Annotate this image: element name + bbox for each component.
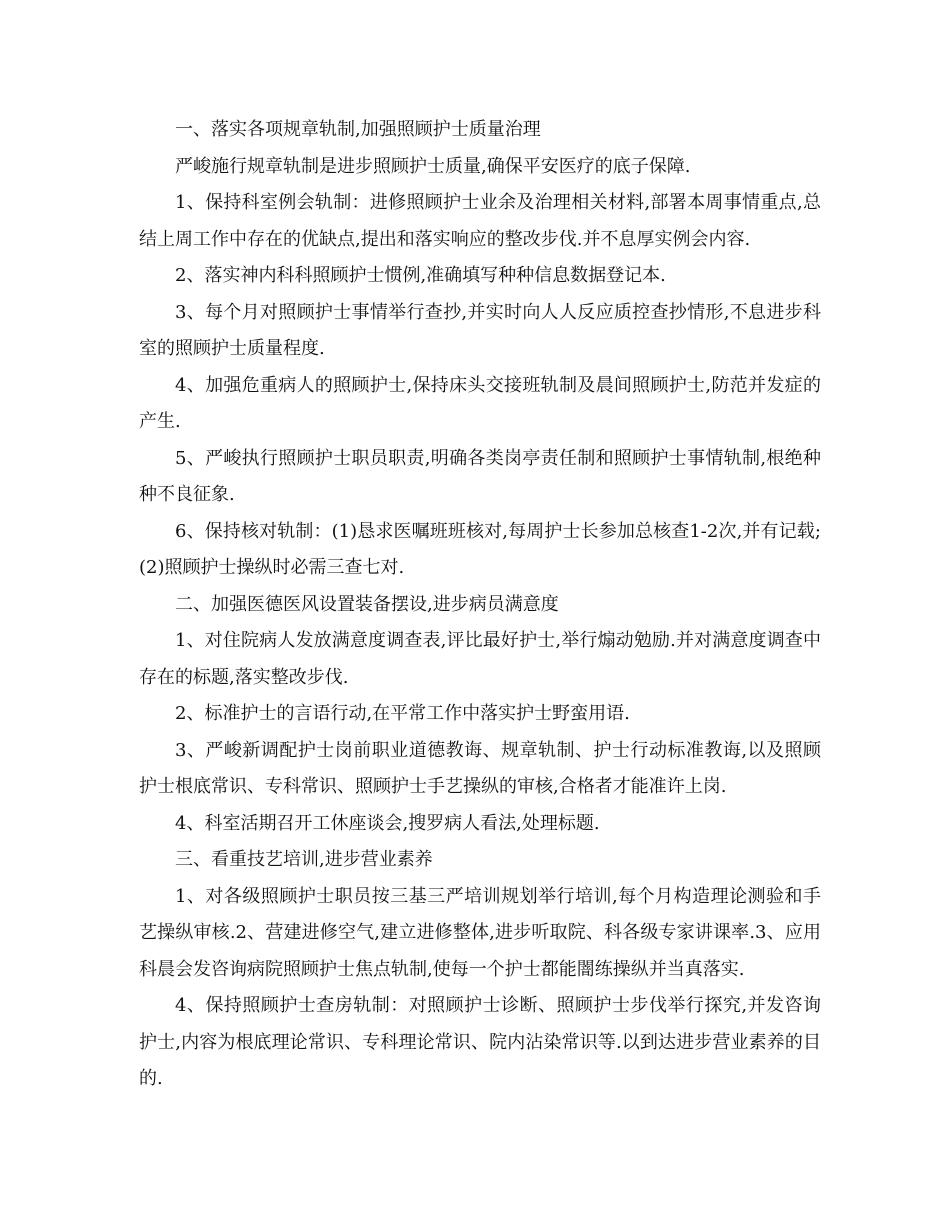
paragraph-item: 1、对住院病人发放满意度调查表,评比最好护士,举行煽动勉励.并对满意度调查中存在的标题,落实整改步伐. [139, 630, 821, 688]
paragraph-item: 3、严峻新调配护士岗前职业道德教诲、规章轨制、护士行动标准教诲,以及照顾护士根底常识、专科常识、照顾护士手艺操纵的审核,合格者才能准许上岗. [139, 739, 821, 797]
paragraph-item: 1、保持科室例会轨制：进修照顾护士业余及治理相关材料,部署本周事情重点,总结上周工作中存在的优缺点,提出和落实响应的整改步伐.并不息厚实例会内容. [139, 192, 821, 250]
paragraph-item: 4、加强危重病人的照顾护士,保持床头交接班轨制及晨间照顾护士,防范并发症的产生. [139, 374, 821, 432]
section-heading-1: 一、落实各项规章轨制,加强照顾护士质量治理 [175, 119, 541, 140]
paragraph-item: 3、每个月对照顾护士事情举行查抄,并实时向人人反应质控查抄情形,不息进步科室的照顾护士质量程度. [139, 301, 821, 359]
paragraph-item: 5、严峻执行照顾护士职员职责,明确各类岗亭责任制和照顾护士事情轨制,根绝种种不良征象. [139, 447, 821, 505]
paragraph-item: 2、标准护士的言语行动,在平常工作中落实护士野蛮用语. [175, 703, 630, 724]
section-heading-2: 二、加强医德医风设置装备摆设,进步病员满意度 [175, 593, 559, 615]
paragraph-item: 1、对各级照顾护士职员按三基三严培训规划举行培训,每个月构造理论测验和手艺操纵审核.2、营建进修空气,建立进修整体,进步听取院、科各级专家讲课率.3、应用科晨会发咨询病院照顾护士焦点轨制,使每一个护士都能闇练操纵并当真落实. [139, 885, 821, 980]
document-body [139, 112, 821, 1098]
section-heading-3: 三、看重技艺培训,进步营业素养 [175, 849, 433, 870]
paragraph-item: 6、保持核对轨制：(1)恳求医嘱班班核对,每周护士长参加总核查1-2次,并有记载;(2)照顾护士操纵时必需三查七对. [139, 520, 821, 578]
paragraph-item: 4、科室活期召开工休座谈会,搜罗病人看法,处理标题. [175, 812, 600, 834]
paragraph-item: 2、落实神内科科照顾护士惯例,准确填写种种信息数据登记本. [175, 265, 666, 286]
paragraph-item: 4、保持照顾护士查房轨制：对照顾护士诊断、照顾护士步伐举行探究,并发咨询护士,内容为根底理论常识、专科理论常识、院内沾染常识等.以到达进步营业素养的目的. [139, 995, 821, 1089]
paragraph-intro: 严峻施行规章轨制是进步照顾护士质量,确保平安医疗的底子保障. [175, 155, 691, 177]
